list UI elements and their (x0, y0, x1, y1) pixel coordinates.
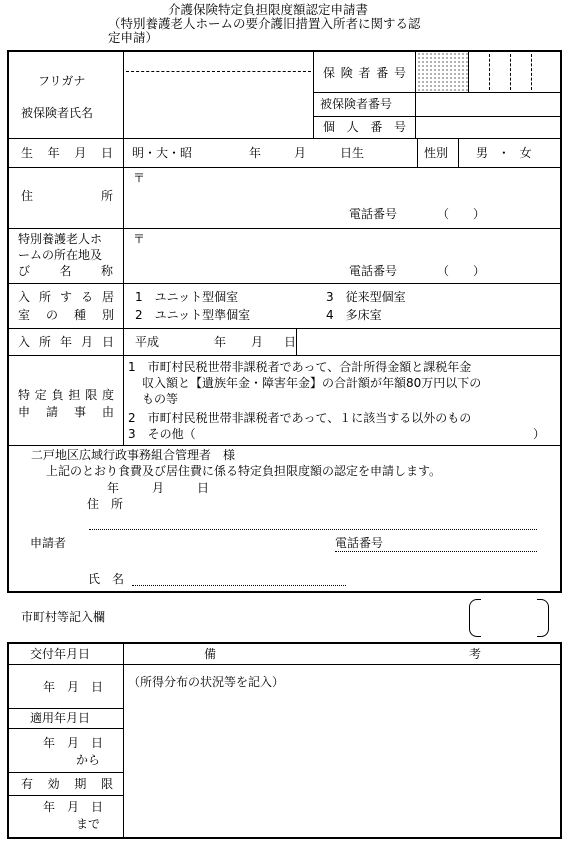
form-title: 介護保険特定負担限度額認定申請書 (168, 2, 369, 17)
birth-date-label: 生年月日 (21, 146, 113, 160)
reason-option-1[interactable]: 1 市町村民税世帯非課税者であって、合計所得金額と課税年金 (128, 360, 472, 374)
remarks-input[interactable] (125, 694, 559, 836)
form-subtitle: （特別養護老人ホームの要介護旧措置入所者に関する認 (108, 16, 421, 31)
addressee: 二戸地区広域行政事務組合管理者 様 (31, 448, 236, 462)
address-label: 住 (21, 189, 34, 203)
room-option-4[interactable]: 4 多床室 (326, 308, 382, 322)
reason-option-2[interactable]: 2 市町村民税世帯非課税者であって、１に該当する以外のもの (128, 411, 472, 425)
office-heading: 市町村等記入欄 (21, 610, 106, 624)
reason-option-3[interactable]: 3 その他（ (128, 427, 196, 441)
remarks-note: （所得分布の状況等を記入） (128, 675, 285, 689)
address-phone-label: 電話番号 (349, 207, 398, 221)
applicant-name-label: 氏 名 (88, 572, 125, 586)
insured-number-label: 被保険者番号 (320, 97, 393, 111)
admission-date-label: 入所年月日 (18, 335, 114, 349)
furigana-input[interactable] (126, 71, 311, 72)
personal-number-input[interactable] (416, 117, 561, 137)
declaration-statement: 上記のとおり食費及び居住費に係る特定負担限度額の認定を申請します。 (46, 464, 442, 478)
applicant-name-input[interactable] (132, 585, 346, 586)
validity-value: 年 月 日 (43, 800, 104, 814)
apply-date-value: 年 月 日 (43, 736, 104, 750)
insurer-number-label: 保険者番号 (323, 66, 406, 80)
postal-mark: 〒 (133, 171, 146, 185)
furigana-label: フリガナ (38, 74, 86, 88)
room-type-label: 入所する居 (18, 290, 114, 304)
applicant-phone-label: 電話番号 (335, 536, 384, 550)
insurer-number-input[interactable] (469, 52, 560, 91)
validity-label: 有効期限 (21, 777, 113, 791)
applicant-phone-input[interactable] (335, 551, 537, 552)
reason-label: 特定負担限度 (18, 388, 114, 402)
sex-options[interactable]: 男 ・ 女 (476, 146, 532, 160)
facility-input[interactable] (145, 231, 555, 261)
room-option-1[interactable]: 1 ユニット型個室 (135, 290, 239, 304)
insured-name-label: 被保険者氏名 (21, 106, 94, 120)
sex-label: 性別 (424, 146, 449, 160)
apply-date-label: 適用年月日 (30, 711, 91, 725)
issue-date-value: 年 月 日 (43, 680, 104, 694)
admission-date-input[interactable] (160, 331, 294, 353)
applicant-address-label: 住 所 (87, 497, 124, 511)
facility-label: 特別養護老人ホ (18, 232, 103, 246)
room-option-3[interactable]: 3 従来型個室 (326, 290, 406, 304)
applicant-address-input[interactable] (89, 529, 537, 530)
applicant-label: 申請者 (30, 536, 67, 550)
issue-date-label: 交付年月日 (30, 647, 91, 661)
address-input[interactable] (145, 170, 555, 200)
insurer-check-digit (417, 52, 468, 91)
room-option-2[interactable]: 2 ユニット型準個室 (135, 308, 251, 322)
insured-number-input[interactable] (416, 93, 561, 115)
remarks-label: 備 (204, 647, 217, 661)
facility-postal-mark: 〒 (133, 232, 146, 246)
facility-phone-label: 電話番号 (349, 264, 398, 278)
form-subtitle-cont: 定申請） (108, 30, 159, 45)
birth-era-options[interactable]: 明・大・昭 (132, 146, 193, 160)
personal-number-label: 個人番号 (323, 120, 406, 134)
